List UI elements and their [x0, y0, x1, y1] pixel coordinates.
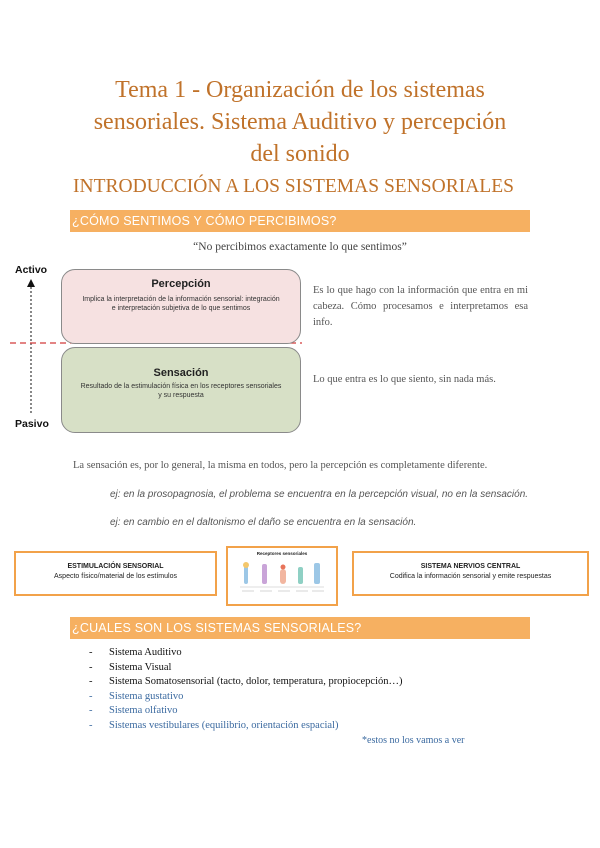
list-item: - Sistemas vestibulares (equilibrio, orientación espacial): [89, 719, 529, 734]
perception-title: Percepción: [151, 278, 211, 290]
list-item-text: Sistema olfativo: [109, 705, 178, 716]
list-item-text: Sistemas vestibulares (equilibrio, orientación espacial): [109, 719, 339, 731]
axis-label-active: Activo: [15, 264, 48, 276]
title-line: del sonido: [250, 141, 350, 167]
list-item-text: Sistema Auditivo: [109, 647, 182, 658]
quote: “No percibimos exactamente lo que sentimos”: [193, 241, 407, 253]
axis-label-passive: Pasivo: [15, 418, 49, 430]
sensation-side-text: Lo que entra es lo que siento, sin nada más.: [313, 374, 496, 385]
card-stimulation-desc: Aspecto físico/material de los estímulos: [54, 573, 177, 580]
list-item: - Sistema Auditivo: [89, 646, 529, 661]
list-item: - Sistema olfativo: [89, 704, 529, 719]
sensory-systems-list: [89, 646, 529, 733]
card-cns-title: SISTEMA NERVIOS CENTRAL: [420, 563, 521, 570]
list-item: - Sistema gustativo: [89, 690, 529, 705]
section-bar-which: ¿CUALES SON LOS SISTEMAS SENSORIALES?: [70, 617, 530, 639]
list-item-text: Sistema gustativo: [109, 690, 184, 702]
list-item-text: Sistema Somatosensorial (tacto, dolor, temperatura, propiocepción…): [109, 676, 403, 687]
receptors-illustration-icon: [234, 557, 330, 597]
axis-arrow-icon: [24, 278, 38, 416]
not-studied-note: *estos no los vamos a ver: [362, 735, 465, 746]
title-line: sensoriales. Sistema Auditivo y percepción: [93, 109, 507, 135]
list-item: - Sistema Somatosensorial (tacto, dolor, temperatura, propiocepción…): [89, 675, 529, 690]
perception-side-text: Es lo que hago con la información que entra en mi cabeza. Cómo procesamos e interpretamos esa info.: [313, 285, 528, 328]
list-item-text: Sistema Visual: [109, 661, 172, 673]
title-line: Tema 1 - Organización de los sistemas: [115, 77, 485, 103]
page-title: [40, 74, 560, 170]
sensation-box: [61, 347, 301, 433]
example-prosopagnosia: ej: en la prosopagnosia, el problema se encuentra en la percepción visual, no en la sensación.: [110, 489, 529, 500]
card-stimulation: [14, 551, 217, 596]
perception-box: [61, 269, 301, 344]
perception-desc: Implica la interpretación de la información sensorial: integración e interpretación subjetiva de lo que sentimos: [82, 296, 280, 312]
card-cns: [352, 551, 589, 596]
card-cns-desc: Codifica la información sensorial y emite respuestas: [389, 573, 552, 580]
sensation-desc: Resultado de la estimulación física en los receptores sensoriales y su respuesta: [80, 383, 282, 399]
list-item: - Sistema Visual: [89, 661, 529, 676]
intro-heading: INTRODUCCIÓN A LOS SISTEMAS SENSORIALES: [73, 176, 514, 197]
card-stimulation-title: ESTIMULACIÓN SENSORIAL: [67, 563, 164, 570]
card-receptors-title: Receptores sensoriales: [256, 551, 308, 556]
sensation-perception-paragraph: La sensación es, por lo general, la misma en todos, pero la percepción es completamente diferente.: [73, 460, 488, 471]
card-receptors-image: [226, 546, 338, 606]
section-bar-how: ¿CÓMO SENTIMOS Y CÓMO PERCIBIMOS?: [70, 210, 530, 232]
sensation-title: Sensación: [153, 367, 209, 379]
example-daltonism: ej: en cambio en el daltonismo el daño se encuentra en la sensación.: [110, 517, 417, 528]
